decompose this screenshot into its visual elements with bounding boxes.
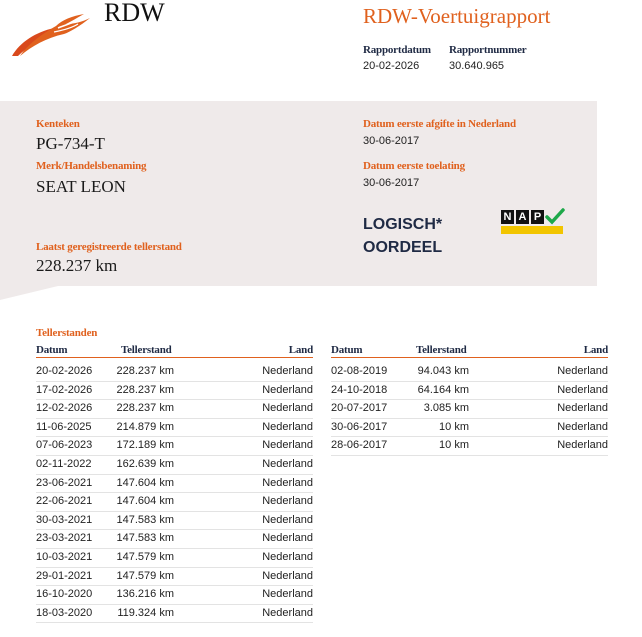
row-country: Nederland xyxy=(262,402,313,415)
row-reading: 147.583 km xyxy=(116,532,174,545)
row-date: 30-03-2021 xyxy=(36,513,93,526)
row-date: 28-06-2017 xyxy=(331,439,388,452)
row-country: Nederland xyxy=(262,420,313,433)
table-row xyxy=(331,418,608,438)
row-reading: 147.579 km xyxy=(116,551,174,563)
row-reading: 162.639 km xyxy=(116,458,174,470)
row-date: 02-11-2022 xyxy=(36,458,92,470)
row-date: 30-06-2017 xyxy=(331,420,388,433)
table-row xyxy=(36,604,313,624)
row-date: 20-07-2017 xyxy=(331,402,388,415)
nap-badge xyxy=(501,210,565,236)
row-date: 29-01-2021 xyxy=(36,569,93,582)
column-header-country: Land xyxy=(583,344,608,356)
report-number-value: 30.640.965 xyxy=(449,60,505,72)
row-country: Nederland xyxy=(262,458,313,470)
row-reading: 64.164 km xyxy=(417,383,469,396)
table-row xyxy=(331,399,608,419)
table-row xyxy=(36,511,313,531)
report-date-label: Rapportdatum xyxy=(363,44,431,56)
panel-decoration xyxy=(0,286,58,300)
nap-bar xyxy=(501,226,563,234)
row-date: 02-08-2019 xyxy=(331,365,388,377)
row-date: 11-06-2025 xyxy=(36,420,92,433)
make-label: Merk/Handelsbenaming xyxy=(36,160,147,172)
row-date: 07-06-2023 xyxy=(36,439,93,452)
row-reading: 147.604 km xyxy=(116,476,174,489)
row-date: 24-10-2018 xyxy=(331,383,388,396)
row-date: 10-03-2021 xyxy=(36,551,93,563)
row-date: 12-02-2026 xyxy=(36,402,93,415)
plate-value: PG-734-T xyxy=(36,134,105,153)
table-row xyxy=(36,474,313,494)
table-row xyxy=(36,418,313,438)
rdw-logo-icon xyxy=(10,12,94,58)
report-title: RDW-Voertuigrapport xyxy=(363,4,551,28)
nap-letter: A xyxy=(516,210,529,224)
row-date: 16-10-2020 xyxy=(36,588,93,601)
row-country: Nederland xyxy=(262,365,313,377)
table-row xyxy=(36,381,313,401)
nap-letter: P xyxy=(531,210,544,224)
table-header xyxy=(331,344,608,358)
row-reading: 10 km xyxy=(439,439,469,452)
row-date: 17-02-2026 xyxy=(36,383,93,396)
row-reading: 172.189 km xyxy=(116,439,174,452)
row-reading: 214.879 km xyxy=(116,420,174,433)
table-row xyxy=(36,585,313,605)
plate-label: Kenteken xyxy=(36,118,80,130)
table-row xyxy=(331,436,608,456)
row-country: Nederland xyxy=(262,495,313,508)
first-reg-nl-value: 30-06-2017 xyxy=(363,135,420,147)
row-reading: 10 km xyxy=(439,420,469,433)
row-date: 20-02-2026 xyxy=(36,365,93,377)
column-header-country: Land xyxy=(288,344,313,356)
row-reading: 136.216 km xyxy=(116,588,174,601)
row-reading: 228.237 km xyxy=(116,365,174,377)
row-country: Nederland xyxy=(262,383,313,396)
readings-section-label: Tellerstanden xyxy=(36,327,98,339)
row-date: 23-03-2021 xyxy=(36,532,93,545)
row-reading: 228.237 km xyxy=(116,383,174,396)
table-row xyxy=(36,362,313,382)
row-date: 22-06-2021 xyxy=(36,495,93,508)
nap-letter: N xyxy=(501,210,514,224)
row-reading: 94.043 km xyxy=(417,365,469,377)
first-reg-nl-label: Datum eerste afgifte in Nederland xyxy=(363,118,516,130)
row-country: Nederland xyxy=(262,551,313,563)
table-row xyxy=(331,381,608,401)
table-row xyxy=(36,436,313,456)
table-row xyxy=(36,529,313,549)
verdict-line-2: OORDEEL xyxy=(363,239,443,256)
table-header xyxy=(36,344,313,358)
table-row xyxy=(36,399,313,419)
table-row xyxy=(331,362,608,382)
odometer-value: 228.237 km xyxy=(36,256,118,275)
table-row xyxy=(36,548,313,568)
row-country: Nederland xyxy=(262,476,313,489)
verdict xyxy=(363,213,442,259)
report-number-label: Rapportnummer xyxy=(449,44,527,56)
column-header-reading: Tellerstand xyxy=(416,344,467,356)
column-header-date: Datum xyxy=(331,344,363,356)
row-country: Nederland xyxy=(262,513,313,526)
table-row xyxy=(36,567,313,587)
report-date-value: 20-02-2026 xyxy=(363,60,420,72)
first-admission-value: 30-06-2017 xyxy=(363,177,420,189)
row-reading: 3.085 km xyxy=(423,402,469,415)
brand-name: RDW xyxy=(104,0,165,27)
column-header-date: Datum xyxy=(36,344,68,356)
row-country: Nederland xyxy=(262,569,313,582)
row-country: Nederland xyxy=(557,420,608,433)
row-country: Nederland xyxy=(557,365,608,377)
row-date: 23-06-2021 xyxy=(36,476,93,489)
table-row xyxy=(36,492,313,512)
row-date: 18-03-2020 xyxy=(36,606,93,619)
table-row xyxy=(36,455,313,475)
odometer-label: Laatst geregistreerde tellerstand xyxy=(36,241,182,253)
row-reading: 147.583 km xyxy=(116,513,174,526)
make-value: SEAT LEON xyxy=(36,177,126,196)
row-reading: 228.237 km xyxy=(116,402,174,415)
row-country: Nederland xyxy=(262,606,313,619)
row-reading: 147.604 km xyxy=(116,495,174,508)
row-reading: 147.579 km xyxy=(116,569,174,582)
first-admission-label: Datum eerste toelating xyxy=(363,160,465,172)
row-reading: 119.324 km xyxy=(117,606,174,619)
row-country: Nederland xyxy=(262,532,313,545)
row-country: Nederland xyxy=(557,402,608,415)
column-header-reading: Tellerstand xyxy=(121,344,172,356)
row-country: Nederland xyxy=(557,439,608,452)
verdict-line-1: LOGISCH* xyxy=(363,216,443,233)
row-country: Nederland xyxy=(557,383,608,396)
row-country: Nederland xyxy=(262,588,313,601)
row-country: Nederland xyxy=(262,439,313,452)
nap-checkmark-icon xyxy=(545,208,565,226)
